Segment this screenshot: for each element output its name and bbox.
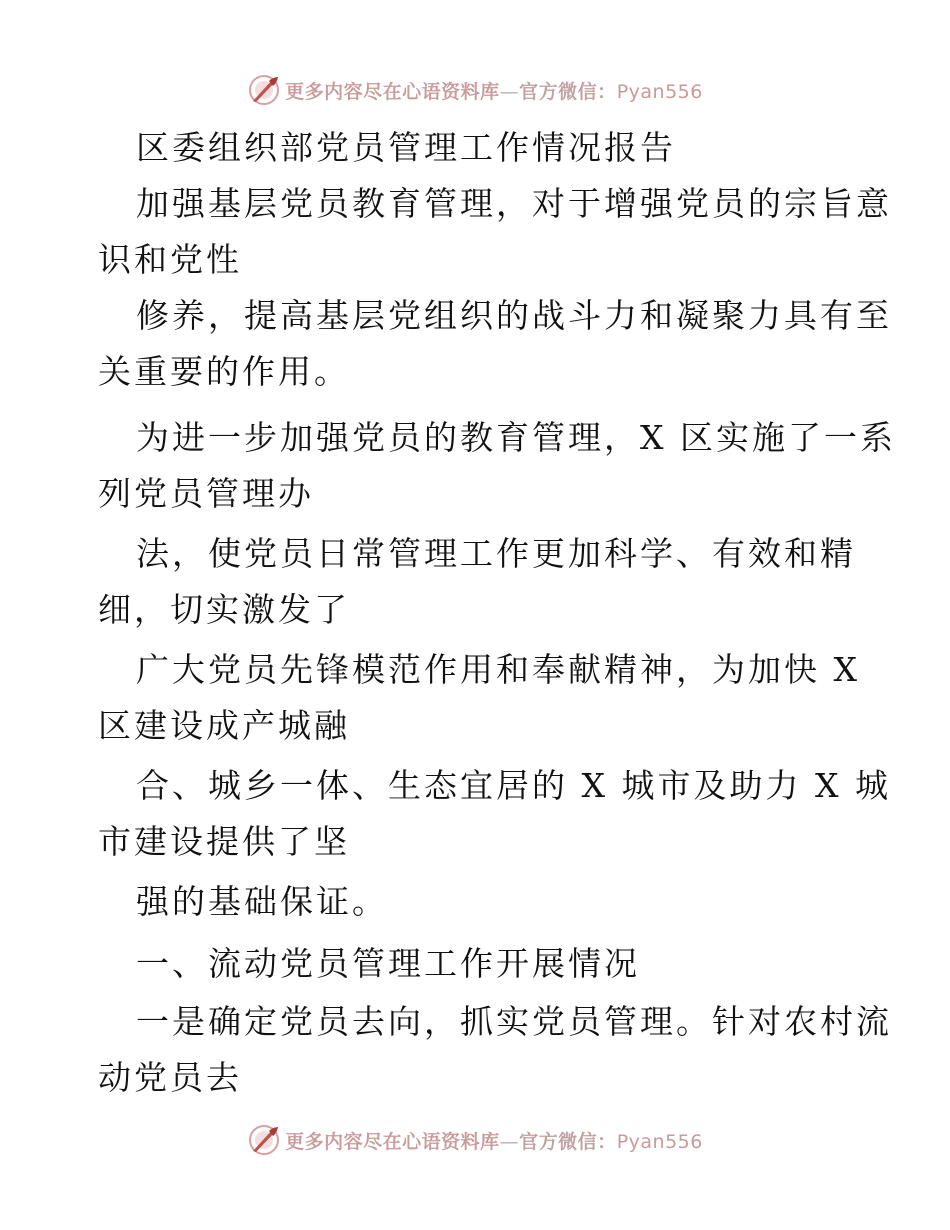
watermark-library-text: 更多内容尽在心语资料库: [285, 80, 500, 103]
paragraph-line: 加强基层党员教育管理，对于增强党员的宗旨意: [136, 184, 892, 223]
watermark-separator: —: [499, 1130, 520, 1153]
paragraph-line: 合、城乡一体、生态宜居的 X 城市及助力 X 城: [136, 766, 891, 805]
watermark-wechat-id: Pyan556: [616, 80, 703, 103]
quill-logo-icon: [247, 1123, 281, 1157]
paragraph-line: 列党员管理办: [98, 474, 314, 513]
watermark-separator: —: [499, 80, 520, 103]
paragraph-line: 修养，提高基层党组织的战斗力和凝聚力具有至: [136, 296, 892, 335]
quill-logo-icon: [247, 73, 281, 107]
footer-watermark: [0, 1120, 950, 1160]
watermark-wechat-label: 官方微信：: [519, 80, 617, 103]
watermark-text: [285, 1127, 703, 1154]
paragraph-line: 强的基础保证。: [136, 882, 388, 921]
header-watermark: [0, 70, 950, 110]
paragraph-line: 广大党员先锋模范作用和奉献精神，为加快 X: [136, 650, 860, 689]
paragraph-line: 一是确定党员去向，抓实党员管理。针对农村流: [136, 1002, 892, 1041]
watermark-library-text: 更多内容尽在心语资料库: [285, 1130, 500, 1153]
paragraph-line: 动党员去: [98, 1058, 242, 1097]
watermark-wechat-label: 官方微信：: [519, 1130, 617, 1153]
paragraph-line: 关重要的作用。: [98, 352, 350, 391]
paragraph-line: 为进一步加强党员的教育管理，X 区实施了一系: [136, 418, 896, 457]
paragraph-line: 市建设提供了坚: [98, 822, 350, 861]
paragraph-line: 细，切实激发了: [98, 590, 350, 629]
watermark-text: [285, 77, 703, 104]
section-heading: 一、流动党员管理工作开展情况: [136, 944, 640, 983]
watermark-wechat-id: Pyan556: [616, 1130, 703, 1153]
document-title: 区委组织部党员管理工作情况报告: [136, 128, 676, 167]
paragraph-line: 区建设成产城融: [98, 706, 350, 745]
paragraph-line: 识和党性: [98, 240, 242, 279]
paragraph-line: 法，使党员日常管理工作更加科学、有效和精: [136, 534, 856, 573]
